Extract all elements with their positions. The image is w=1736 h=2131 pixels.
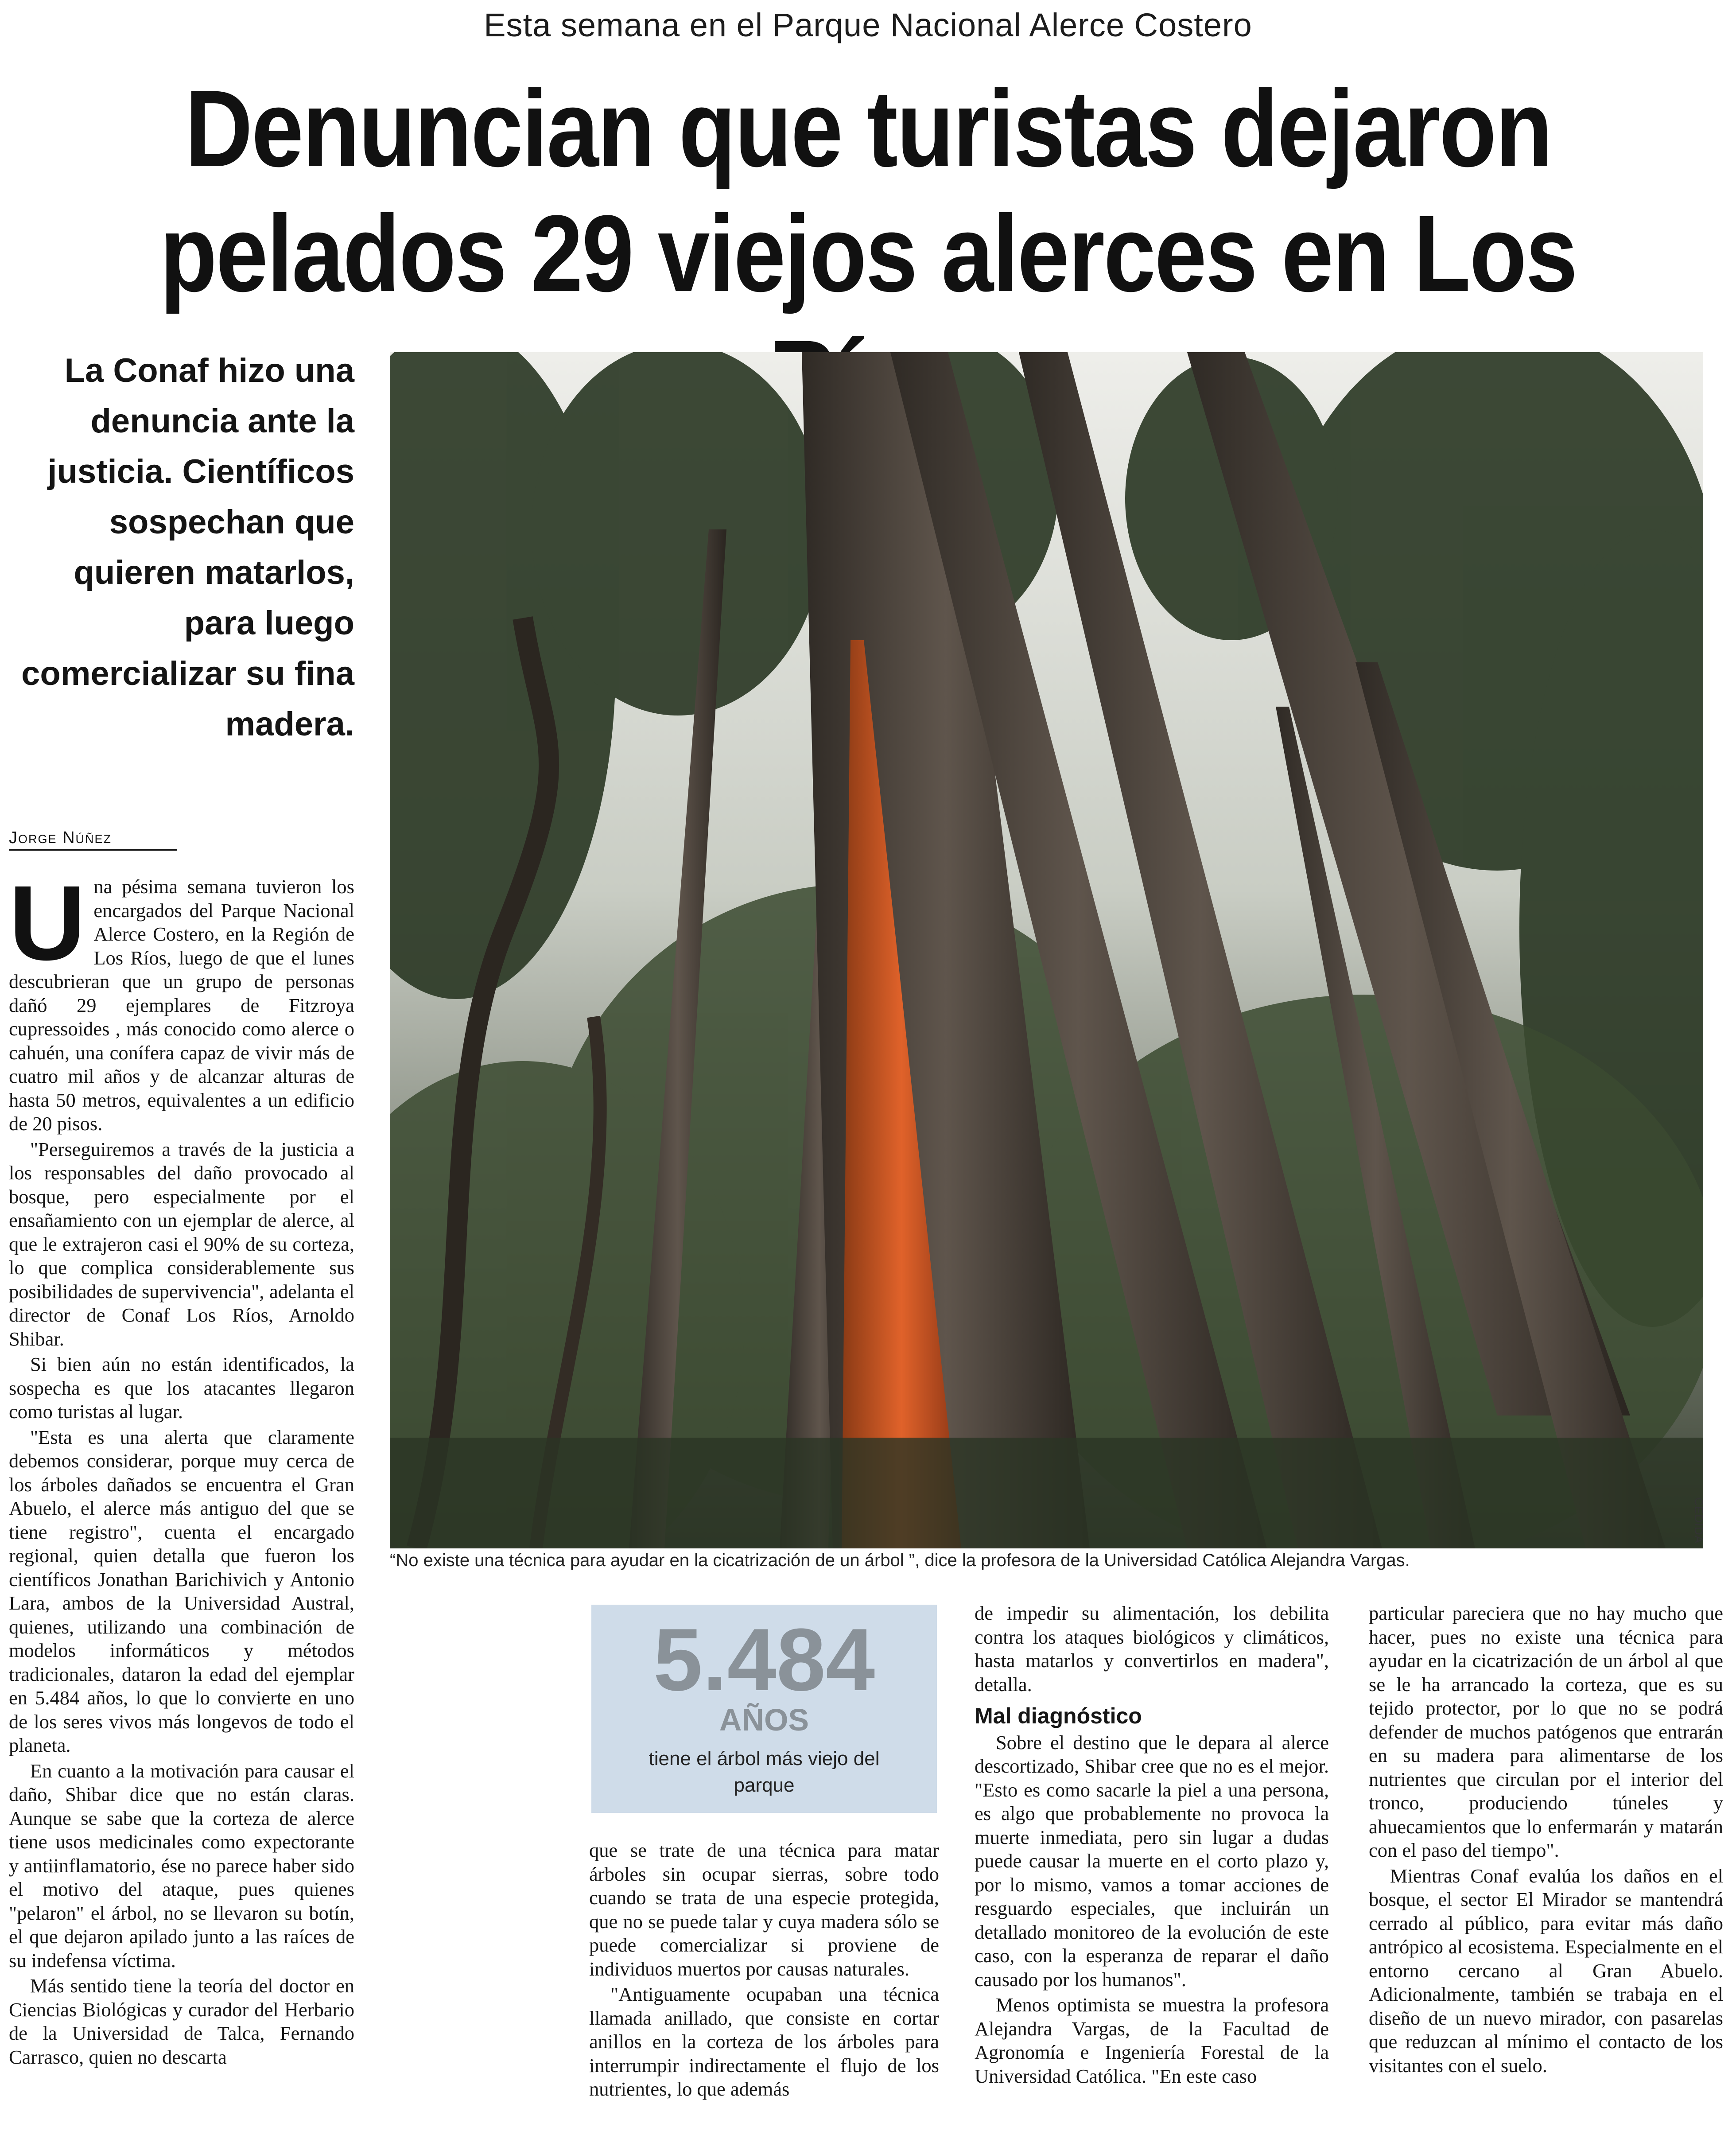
article-paragraph: Si bien aún no están identificados, la sospecha es que los atacantes llegaron como turistas al lugar. bbox=[9, 1353, 354, 1423]
article-paragraph: En cuanto a la motivación para causar el daño, Shibar dice que no están claras. Aunque se sabe que la corteza de alerce tiene usos medicinales como expectorante y antiinflamatorio, ése no parece haber sido el motivo del ataque, pues quienes "pelaron" el árbol, no se llevaron su botín, el que dejaron apilado junto a las raíces de su indefensa víctima. bbox=[9, 1759, 354, 1972]
article-column-3 bbox=[975, 1602, 1329, 2090]
article-column-1 bbox=[9, 863, 354, 2071]
factbox-number: 5.484 bbox=[653, 1610, 875, 1709]
article-paragraph: "Esta es una alerta que claramente debemos considerar, porque muy cerca de los árboles dañados se encuentra el Gran Abuelo, el alerce más antiguo del que se tiene registro", cuenta el encargado regional, quien detalla que fueron los científicos Jonathan Barichivich y Antonio Lara, ambos de la Universidad Austral, quienes, utilizando una combinación de modelos informáticos y métodos tradicionales, dataron la edad del ejemplar en 5.484 años, lo que lo convierte en uno de los seres vivos más longevos de todo el planeta. bbox=[9, 1426, 354, 1756]
kicker: Esta semana en el Parque Nacional Alerce Costero bbox=[484, 7, 1252, 43]
article-paragraph: que se trate de una técnica para matar árboles sin ocupar sierras, sobre todo cuando se trata de una especie protegida, que no se puede talar y cuya madera sólo se puede comercializar si proviene de individuos muertos por causas naturales. bbox=[589, 1839, 939, 1980]
photo-credit: CEDIDA bbox=[1692, 1497, 1705, 1544]
forest-photo bbox=[390, 352, 1703, 1548]
article-paragraph: Sobre el destino que le depara al alerce descortizado, Shibar cree que no es el mejor. "Esto es como sacarle la piel a una persona, es algo que probablemente no provoca la muerte inmediata, pero sin lugar a dudas puede causar la muerte en el corto plazo y, por lo mismo, vamos a tomar acciones de resguardo especiales, que incluirán un detallado monitoreo de la evolución de este caso, con la esperanza de reparar el daño causado por los humanos". bbox=[975, 1731, 1329, 1991]
article-paragraph: de impedir su alimentación, los debilita contra los ataques biológicos y climáticos, hasta matarlos y convertirlos en madera", detalla. bbox=[975, 1602, 1329, 1695]
article-paragraph: Una pésima semana tuvieron los encargados del Parque Nacional Alerce Costero, en la Región de Los Ríos, luego de que el lunes descubrieran que un grupo de personas dañó 29 ejemplares de Fitzroya cupressoides , más conocido como alerce o cahuén, una conífera capaz de vivir más de cuatro mil años y de alcanzar alturas de hasta 50 metros, equivalentes a un edificio de 20 pisos. bbox=[9, 863, 354, 1135]
article-paragraph: Más sentido tiene la teoría del doctor en Ciencias Biológicas y curador del Herbario de la Universidad de Talca, Fernando Carrasco, quien no descarta bbox=[9, 1975, 354, 2068]
article-paragraph: Menos optimista se muestra la profesora Alejandra Vargas, de la Facultad de Agronomía e Ingeniería Forestal de la Universidad Católica. "En este caso bbox=[975, 1994, 1329, 2087]
article-paragraph: "Perseguiremos a través de la justicia a los responsables del daño provocado al bosque, pero especialmente por el ensañamiento con un ejemplar de alerce, al que le extrajeron casi el 90% de su corteza, lo que complica considerablemente sus posibilidades de supervivencia", adelanta el director de Conaf Los Ríos, Arnoldo Shibar. bbox=[9, 1138, 354, 1350]
alerce-trees-illustration bbox=[390, 352, 1703, 1548]
headline-line-1: Denuncian que turistas dejaron bbox=[185, 68, 1552, 190]
subhead: Mal diagnóstico bbox=[975, 1703, 1142, 1728]
factbox-description: tiene el árbol más viejo del parque bbox=[649, 1748, 880, 1796]
article-paragraph: "Antiguamente ocupaban una técnica llamada anillado, que consiste en cortar anillos en la corteza de los árboles para interrumpir indirectamente el flujo de los nutrientes, lo que además bbox=[589, 1983, 939, 2100]
deck: La Conaf hizo una denuncia ante la justicia. Científicos sospechan que quieren matarlos, para luego comercializar su fina madera. bbox=[21, 352, 354, 743]
factbox bbox=[591, 1605, 937, 1813]
factbox-unit: AÑOS bbox=[719, 1703, 809, 1737]
article-column-2 bbox=[589, 1839, 939, 2103]
byline: Jorge Núñez bbox=[9, 828, 177, 851]
dropcap: U bbox=[9, 863, 86, 982]
article-column-4 bbox=[1369, 1602, 1723, 2079]
headline-line-2: pelados 29 viejos alerces en Los bbox=[159, 193, 1577, 315]
article-paragraph: particular pareciera que no hay mucho que hacer, pues no existe una técnica para ayudar en la cicatrización de un árbol al que se le ha arrancado la corteza, que es su tejido protector, por lo que no se podrá defender de muchos patógenos que entrarán en su madera para alimentarse de los nutrientes que circulan por el interior del tronco, produciendo túneles y ahuecamientos que lo enfermarán y matarán con el paso del tiempo". bbox=[1369, 1602, 1723, 1861]
photo-caption: “No existe una técnica para ayudar en la cicatrización de un árbol ”, dice la profesora de la Universidad Católica Alejandra Vargas. bbox=[390, 1551, 1410, 1570]
article-paragraph: Mientras Conaf evalúa los daños en el bosque, el sector El Mirador se mantendrá cerrado al público, para evitar más daño antrópico al ecosistema. Especialmente en el entorno cercano al Gran Abuelo. Adicionalmente, también se trabaja en el diseño de un nuevo mirador, con pasarelas que reduzcan al mínimo el contacto de los visitantes con el suelo. bbox=[1369, 1864, 1723, 2077]
